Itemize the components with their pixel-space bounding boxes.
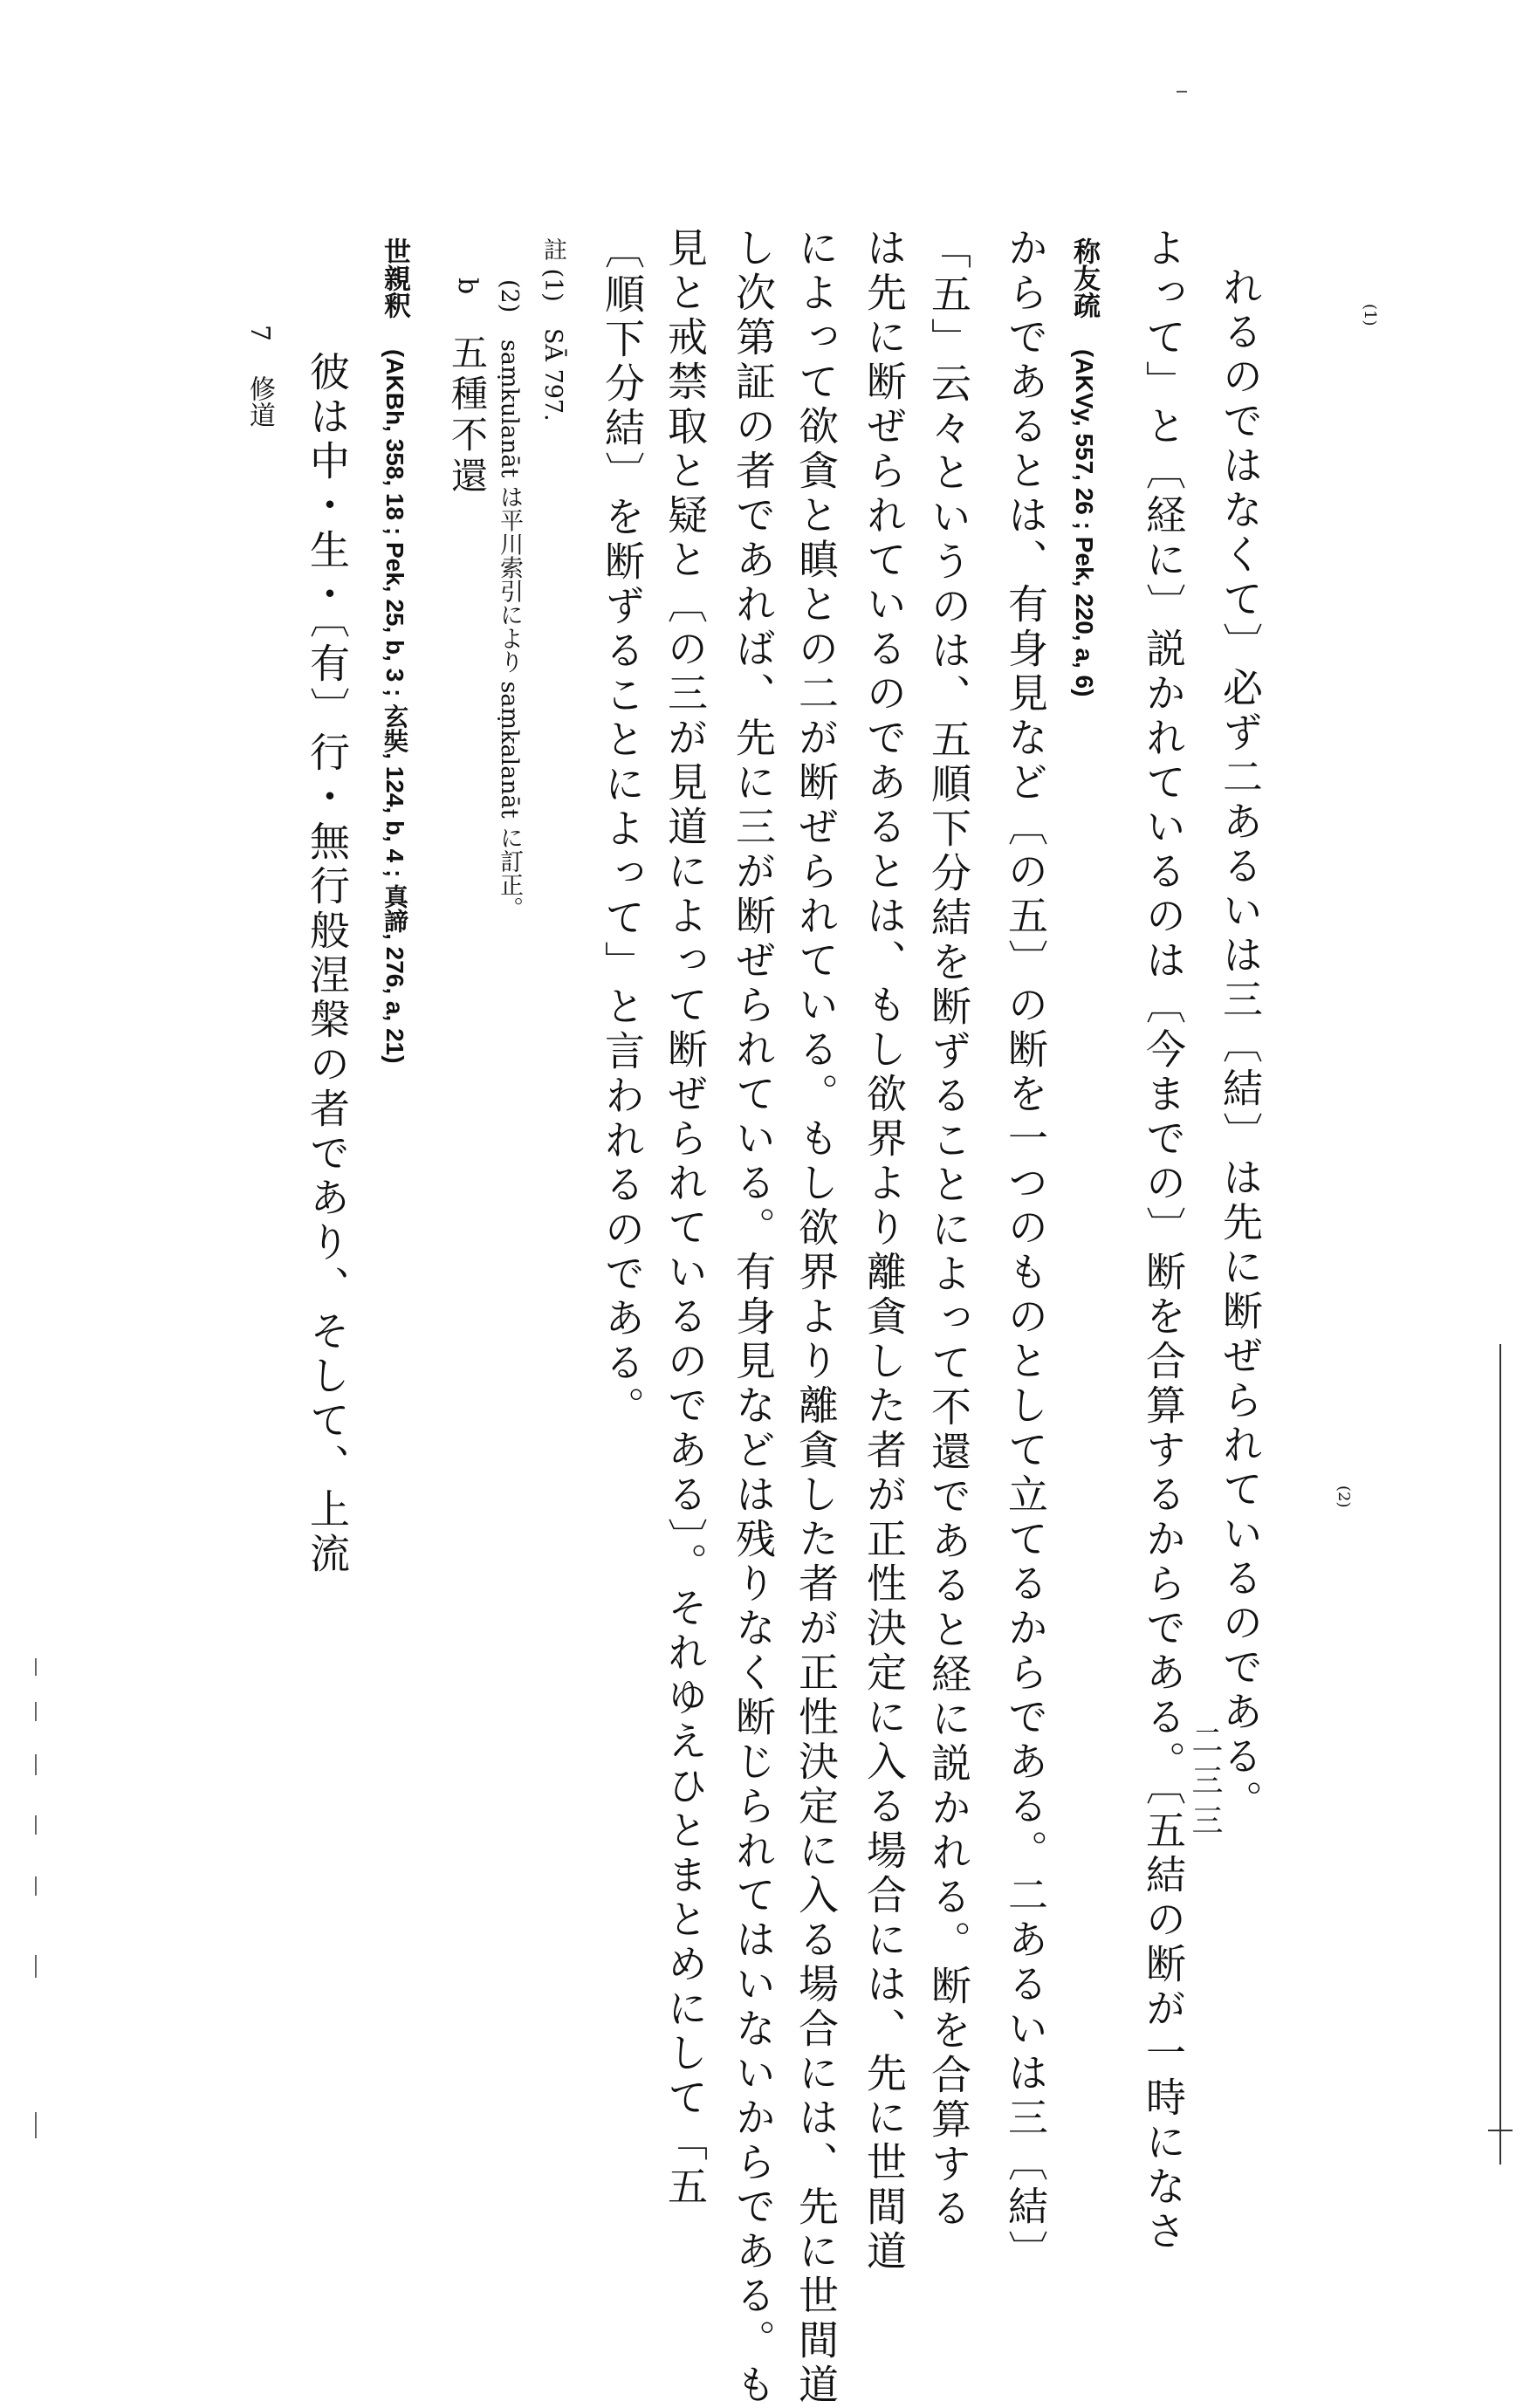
heading-label-2: 世親釈	[379, 237, 410, 319]
commentary-heading-2	[381, 237, 408, 1064]
text-column-10: 〔順下分結〕を断ずることによって」と言われるのである。	[599, 229, 646, 1430]
footnote-marker-1: (1)	[1361, 304, 1379, 326]
note-2	[497, 279, 521, 920]
text-column-2: よって」と〔経に〕説かれているのは〔今までの〕断を合算するからである。〔五結の断が一時になさ	[1140, 227, 1187, 2254]
note-text-1: SĀ 797.	[539, 328, 566, 422]
citation-2: (AKBh, 358, 18 ; Pek, 25, b, 3 ; 玄奘, 124, b, 4 ; 真諦, 276, a, 21)	[381, 349, 408, 1064]
text-column-4: からであるとは、有身見など〔の五〕の断を一つのものとして立てるからである。二あるいは三〔結〕	[1002, 227, 1049, 2274]
margin-mark-1	[35, 1658, 37, 1676]
text-column-1: れるのではなくて〕必ず二あるいは三〔結〕は先に断ぜられているのである。	[1217, 266, 1264, 1824]
text-column-8: し次第証の者であれば、先に三が断ぜられている。有身見などは残りなく断じられてはいないからである。も	[730, 227, 777, 2408]
note-label: 註	[539, 237, 566, 261]
citation: (AKVy, 557, 26 ; Pek, 220, a, 6)	[1071, 349, 1098, 697]
page-edge-tick	[1488, 2130, 1513, 2131]
fold-mark	[1177, 91, 1187, 93]
margin-mark-2	[35, 1702, 37, 1721]
margin-mark-7	[35, 2112, 37, 2138]
margin-mark-6	[35, 1955, 37, 1978]
margin-mark-5	[35, 1876, 37, 1896]
text-column-15: 彼は中・生・〔有〕行・無行般涅槃の者であり、そして、上流	[304, 351, 351, 1577]
text-column-7: によって欲貪と瞋との二が断ぜられている。もし欲界より離貪した者が正性決定に入る場合には、先に世間道	[792, 227, 840, 2408]
text-column-9: 見と戒禁取と疑と〔の三が見道によって断ぜられているのである〕。それゆえひとまとめにして「五	[662, 227, 709, 2210]
footnote-marker-2: (2)	[1334, 1485, 1353, 1508]
page-number: 二三三	[1187, 1724, 1223, 1844]
note-text-2: saṃkulanāt は平川索引により saṃkalanāt に訂正。	[496, 339, 523, 921]
margin-mark-4	[35, 1815, 37, 1835]
heading-label: 称友疏	[1068, 237, 1100, 319]
text-column-5: 「五」云々というのは、五順下分結を断ずることによって不還であると経に説かれる。断を合算する	[925, 229, 972, 2232]
note-number-2: (2)	[496, 279, 523, 313]
chapter-number: 7	[244, 325, 275, 342]
section-title: 五種不還	[446, 333, 489, 498]
page-edge-rule	[1499, 1344, 1501, 2164]
commentary-heading	[1068, 237, 1100, 697]
section-heading	[446, 278, 489, 498]
chapter-title: 修道	[244, 375, 275, 428]
section-letter: b	[452, 278, 483, 295]
margin-mark-3	[35, 1754, 37, 1775]
text-column-6: は先に断ぜられているのであるとは、もし欲界より離貪した者が正性決定に入る場合には、先に世間道	[861, 227, 908, 2274]
note-1	[541, 237, 565, 422]
note-number-1: (1)	[539, 268, 566, 302]
